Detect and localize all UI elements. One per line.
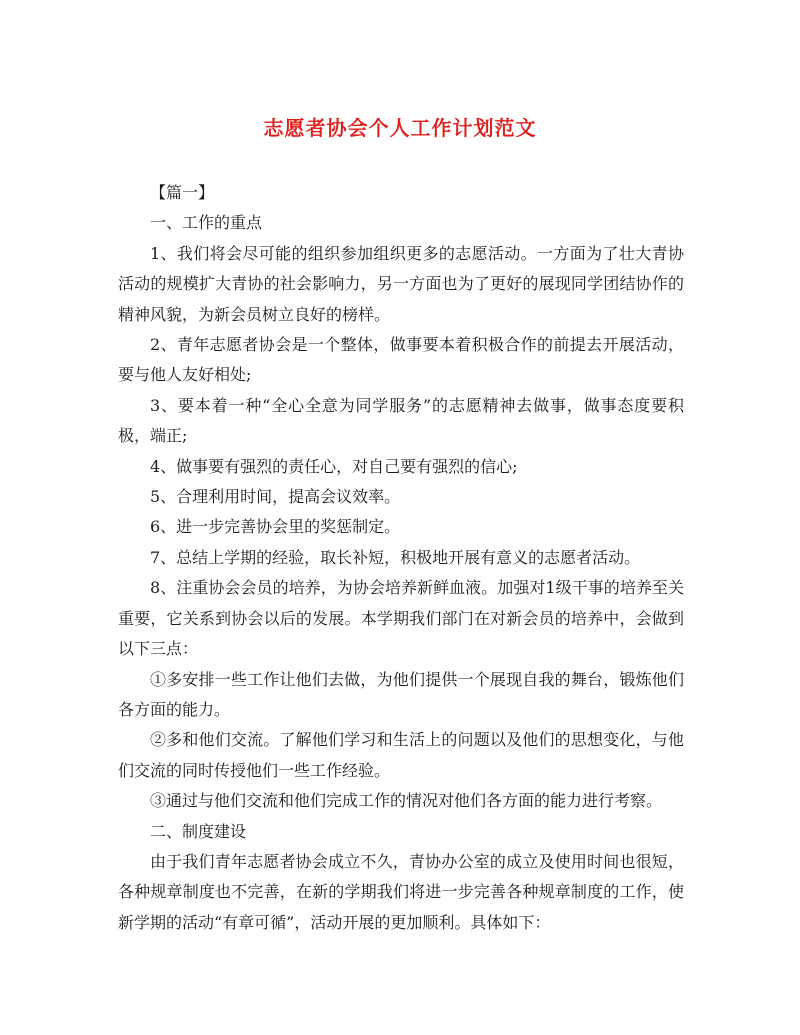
paragraph-item-8: 8、注重协会会员的培养，为协会培养新鲜血液。加强对1级干事的培养至关重要，它关系到协会以后的发展。本学期我们部门在对新会员的培养中，会做到以下三点： xyxy=(118,578,684,659)
paragraph-item-3: 3、要本着一种“全心全意为同学服务”的志愿精神去做事，做事态度要积极，端正; xyxy=(118,395,684,446)
paragraph-sub-1: ①多安排一些工作让他们去做，为他们提供一个展现自我的舞台，锻炼他们各方面的能力。 xyxy=(118,669,684,719)
heading-system-building: 二、制度建设 xyxy=(150,821,247,841)
paragraph-sub-3: ③通过与他们交流和他们完成工作的情况对他们各方面的能力进行考察。 xyxy=(150,791,663,811)
paragraph-item-5: 5、合理利用时间，提高会议效率。 xyxy=(150,487,401,507)
paragraph-item-6: 6、进一步完善协会里的奖惩制定。 xyxy=(150,517,401,537)
paragraph-sub-2: ②多和他们交流。了解他们学习和生活上的问题以及他们的思想变化，与他们交流的同时传授他们一些工作经验。 xyxy=(118,730,684,780)
paragraph-system-intro: 由于我们青年志愿者协会成立不久，青协办公室的成立及使用时间也很短，各种规章制度也不完善，在新的学期我们将进一步完善各种规章制度的工作，使新学期的活动“有章可循”，活动开展的更加顺利。具体如下： xyxy=(118,851,684,932)
paragraph-item-2: 2、青年志愿者协会是一个整体，做事要本着积极合作的前提去开展活动，要与他人友好相处; xyxy=(118,335,684,385)
paragraph-item-4: 4、做事要有强烈的责任心，对自己要有强烈的信心; xyxy=(150,456,518,476)
paragraph-item-1: 1、我们将会尽可能的组织参加组织更多的志愿活动。一方面为了壮大青协活动的规模扩大青协的社会影响力，另一方面也为了更好的展现同学团结协作的精神风貌，为新会员树立良好的榜样。 xyxy=(118,243,684,324)
document-body xyxy=(118,178,684,938)
document-title: 志愿者协会个人工作计划范文 xyxy=(263,116,537,140)
section-label: 【篇一】 xyxy=(150,183,215,202)
heading-work-focus: 一、工作的重点 xyxy=(150,213,263,233)
paragraph-item-7: 7、总结上学期的经验，取长补短，积极地开展有意义的志愿者活动。 xyxy=(150,547,641,567)
